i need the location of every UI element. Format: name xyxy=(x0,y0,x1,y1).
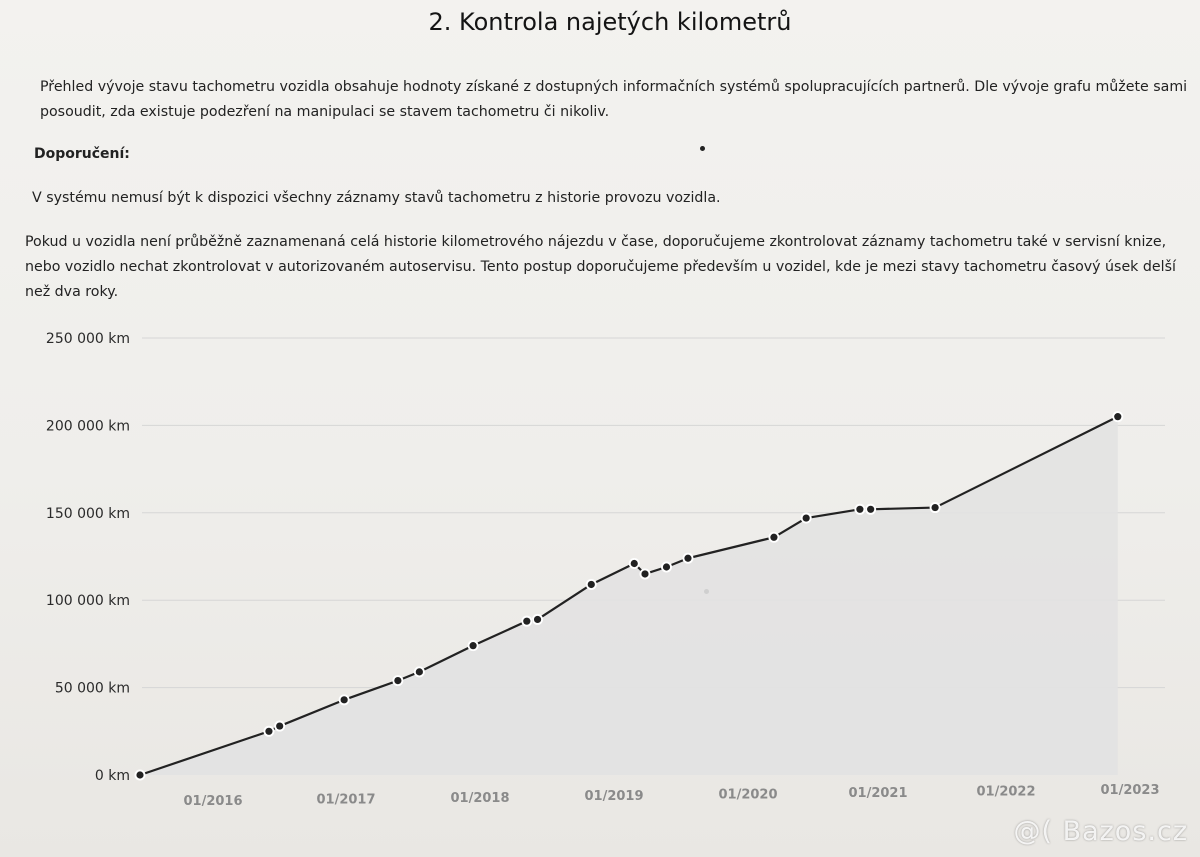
watermark: @( Bazos.cz xyxy=(1013,816,1188,847)
y-axis-labels xyxy=(46,331,130,784)
data-point xyxy=(588,581,595,588)
data-point xyxy=(534,616,541,623)
data-point xyxy=(469,642,476,649)
data-point xyxy=(932,504,939,511)
x-tick-label: 01/2018 xyxy=(450,790,510,806)
x-tick-label: 01/2021 xyxy=(848,786,908,801)
y-tick-label: 200 000 km xyxy=(45,418,130,435)
data-point xyxy=(416,668,423,675)
y-tick-label: 100 000 km xyxy=(45,593,130,610)
data-point xyxy=(136,771,143,778)
data-point xyxy=(641,570,648,577)
section-title: 2. Kontrola najetých kilometrů xyxy=(428,8,792,36)
data-point xyxy=(631,560,638,567)
data-point xyxy=(341,696,348,703)
x-tick-label: 01/2022 xyxy=(976,784,1036,800)
x-tick-label: 01/2016 xyxy=(183,794,243,809)
data-point xyxy=(1114,413,1121,420)
data-point xyxy=(523,618,530,625)
y-tick-label: 50 000 km xyxy=(54,680,130,697)
data-point xyxy=(856,506,863,513)
data-point xyxy=(684,555,691,562)
data-point xyxy=(803,514,810,521)
x-tick-label: 01/2020 xyxy=(718,787,778,803)
area-fill xyxy=(140,417,1118,775)
data-point xyxy=(770,534,777,541)
data-point xyxy=(663,563,670,570)
recommendation-heading: Doporučení: xyxy=(34,146,130,162)
x-axis-labels xyxy=(183,783,1159,809)
data-point xyxy=(394,677,401,684)
area-path xyxy=(140,417,1118,775)
note-paragraph-2: Pokud u vozidla není průběžně zaznamenaná celá historie kilometrového nájezdu v čase, doporučujeme zkontrolovat záznamy tachometru také v servisní knize, nebo vozidlo nechat zkontrolovat v autorizovaném autoservisu. Tento postup doporučujeme především u vozidel, kde je mezi stavy tachometru časový úsek delší než dva roky. xyxy=(25,234,1176,300)
data-point xyxy=(867,506,874,513)
intro-paragraph: Přehled vývoje stavu tachometru vozidla obsahuje hodnoty získané z dostupných informačních systémů spolupracujících partnerů. Dle vývoje grafu můžete sami posoudit, zda existuje podezření na manipulaci se stavem tachometru či nikoliv. xyxy=(40,79,1188,120)
y-tick-label: 250 000 km xyxy=(45,331,130,347)
x-tick-label: 01/2017 xyxy=(316,792,376,808)
x-tick-label: 01/2023 xyxy=(1100,782,1160,798)
data-point xyxy=(265,728,272,735)
stray-mark xyxy=(700,146,705,151)
y-tick-label: 150 000 km xyxy=(45,505,130,522)
data-point xyxy=(276,722,283,729)
x-tick-label: 01/2019 xyxy=(584,789,644,805)
note-paragraph-1: V systému nemusí být k dispozici všechny záznamy stavů tachometru z historie provozu vozidla. xyxy=(32,190,721,206)
y-tick-label: 0 km xyxy=(94,768,130,784)
odometer-chart xyxy=(0,300,1200,820)
